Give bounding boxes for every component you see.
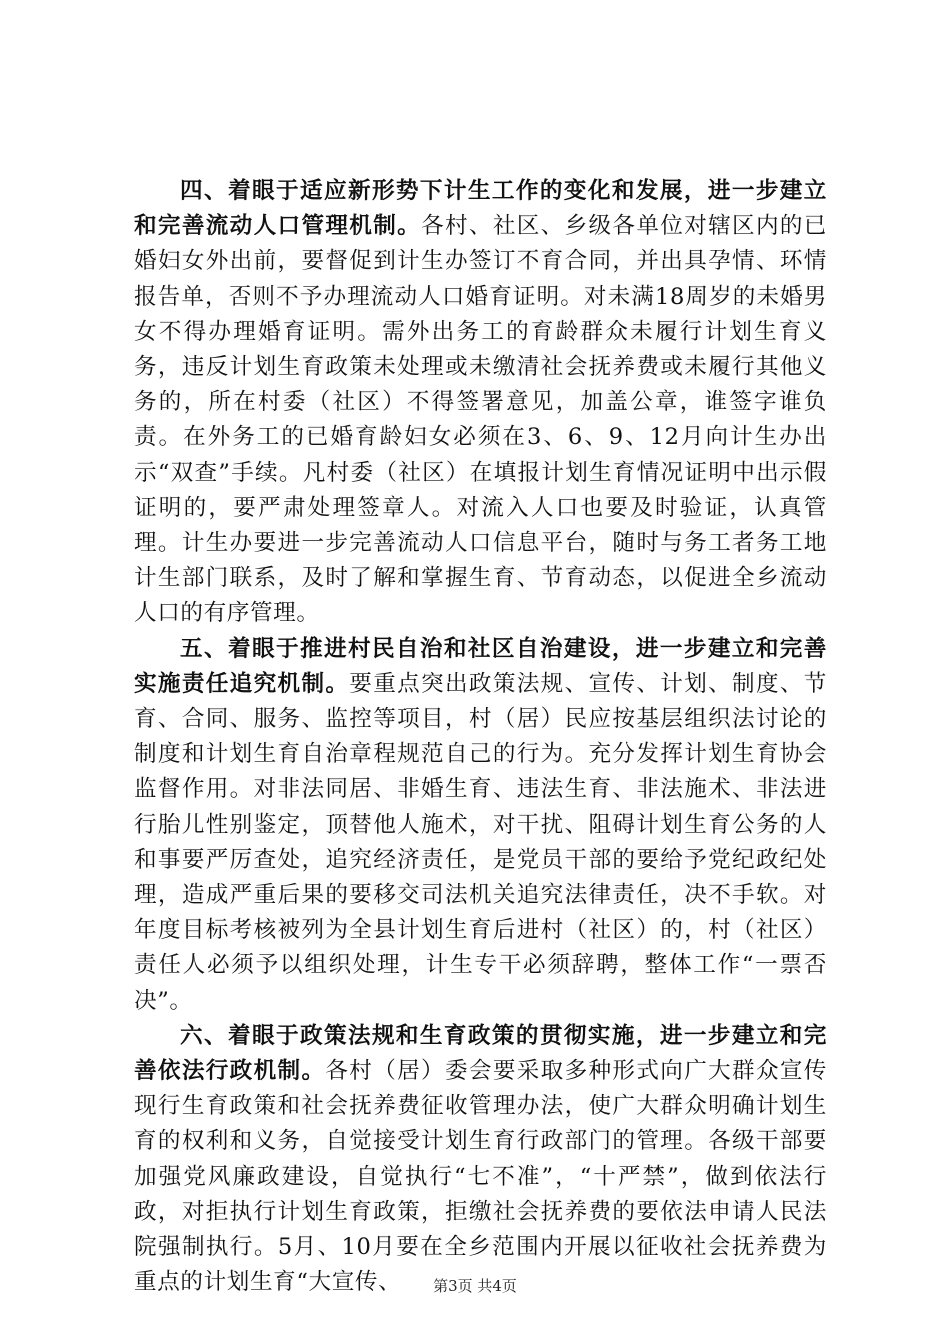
- section-body-text: 各村、社区、乡级各单位对辖区内的已婚妇女外出前，要督促到计生办签订不育合同，并出具孕情、环情报告单，否则不予办理流动人口婚育证明。对未满18周岁的未婚男女不得办理婚育证明。需外出务工的育龄群众未履行计划生育义务，违反计划生育政策未处理或未缴清社会抚养费或未履行其他义务的，所在村委（社区）不得签署意见，加盖公章，谁签字谁负责。在外务工的已婚育龄妇女必须在3、6、9、12月向计生办出示“双查”手续。凡村委（社区）在填报计划生育情况证明中出示假证明的，要严肃处理签章人。对流入人口也要及时验证，认真管理。计生办要进一步完善流动人口信息平台，随时与务工者务工地计生部门联系，及时了解和掌握生育、节育动态，以促进全乡流动人口的有序管理。: [134, 213, 827, 627]
- section-body-text: 各村（居）委会要采取多种形式向广大群众宣传现行生育政策和社会抚养费征收管理办法，使广大群众明确计划生育的权利和义务，自觉接受计划生育行政部门的管理。各级干部要加强党风廉政建设，自觉执行“七不准”，“十严禁”，做到依法行政，对拒执行计划生育政策，拒缴社会抚养费的要依法申请人民法院强制执行。5月、10月要在全乡范围内开展以征收社会抚养费为重点的计划生育“大宣传、: [134, 1058, 827, 1296]
- document-body: [134, 174, 827, 1301]
- section-heading: 五、着眼于推进村民自治和社区自治建设，进一步建立和完善实施责任追究机制。: [134, 635, 827, 697]
- section-heading: 四、着眼于适应新形势下计生工作的变化和发展，进一步建立和完善流动人口管理机制。: [134, 178, 827, 240]
- page-number-footer: 第3页 共4页: [433, 1277, 517, 1295]
- section-body-text: 要重点突出政策法规、宣传、计划、制度、节育、合同、服务、监控等项目，村（居）民应按基层组织法讨论的制度和计划生育自治章程规范自己的行为。充分发挥计划生育协会监督作用。对非法同居、非婚生育、违法生育、非法施术、非法进行胎儿性别鉴定，顶替他人施术，对干扰、阻碍计划生育公务的人和事要严厉查处，追究经济责任，是党员干部的要给予党纪政纪处理，造成严重后果的要移交司法机关追究法律责任，决不手软。对年度目标考核被列为全县计划生育后进村（社区）的，村（社区）责任人必须予以组织处理，计生专干必须辞聘，整体工作“一票否决”。: [134, 670, 827, 1014]
- paragraph-section-4: [134, 174, 827, 632]
- section-heading: 六、着眼于政策法规和生育政策的贯彻实施，进一步建立和完善依法行政机制。: [134, 1022, 827, 1085]
- paragraph-section-5: [134, 632, 827, 1019]
- paragraph-section-6: [134, 1019, 827, 1301]
